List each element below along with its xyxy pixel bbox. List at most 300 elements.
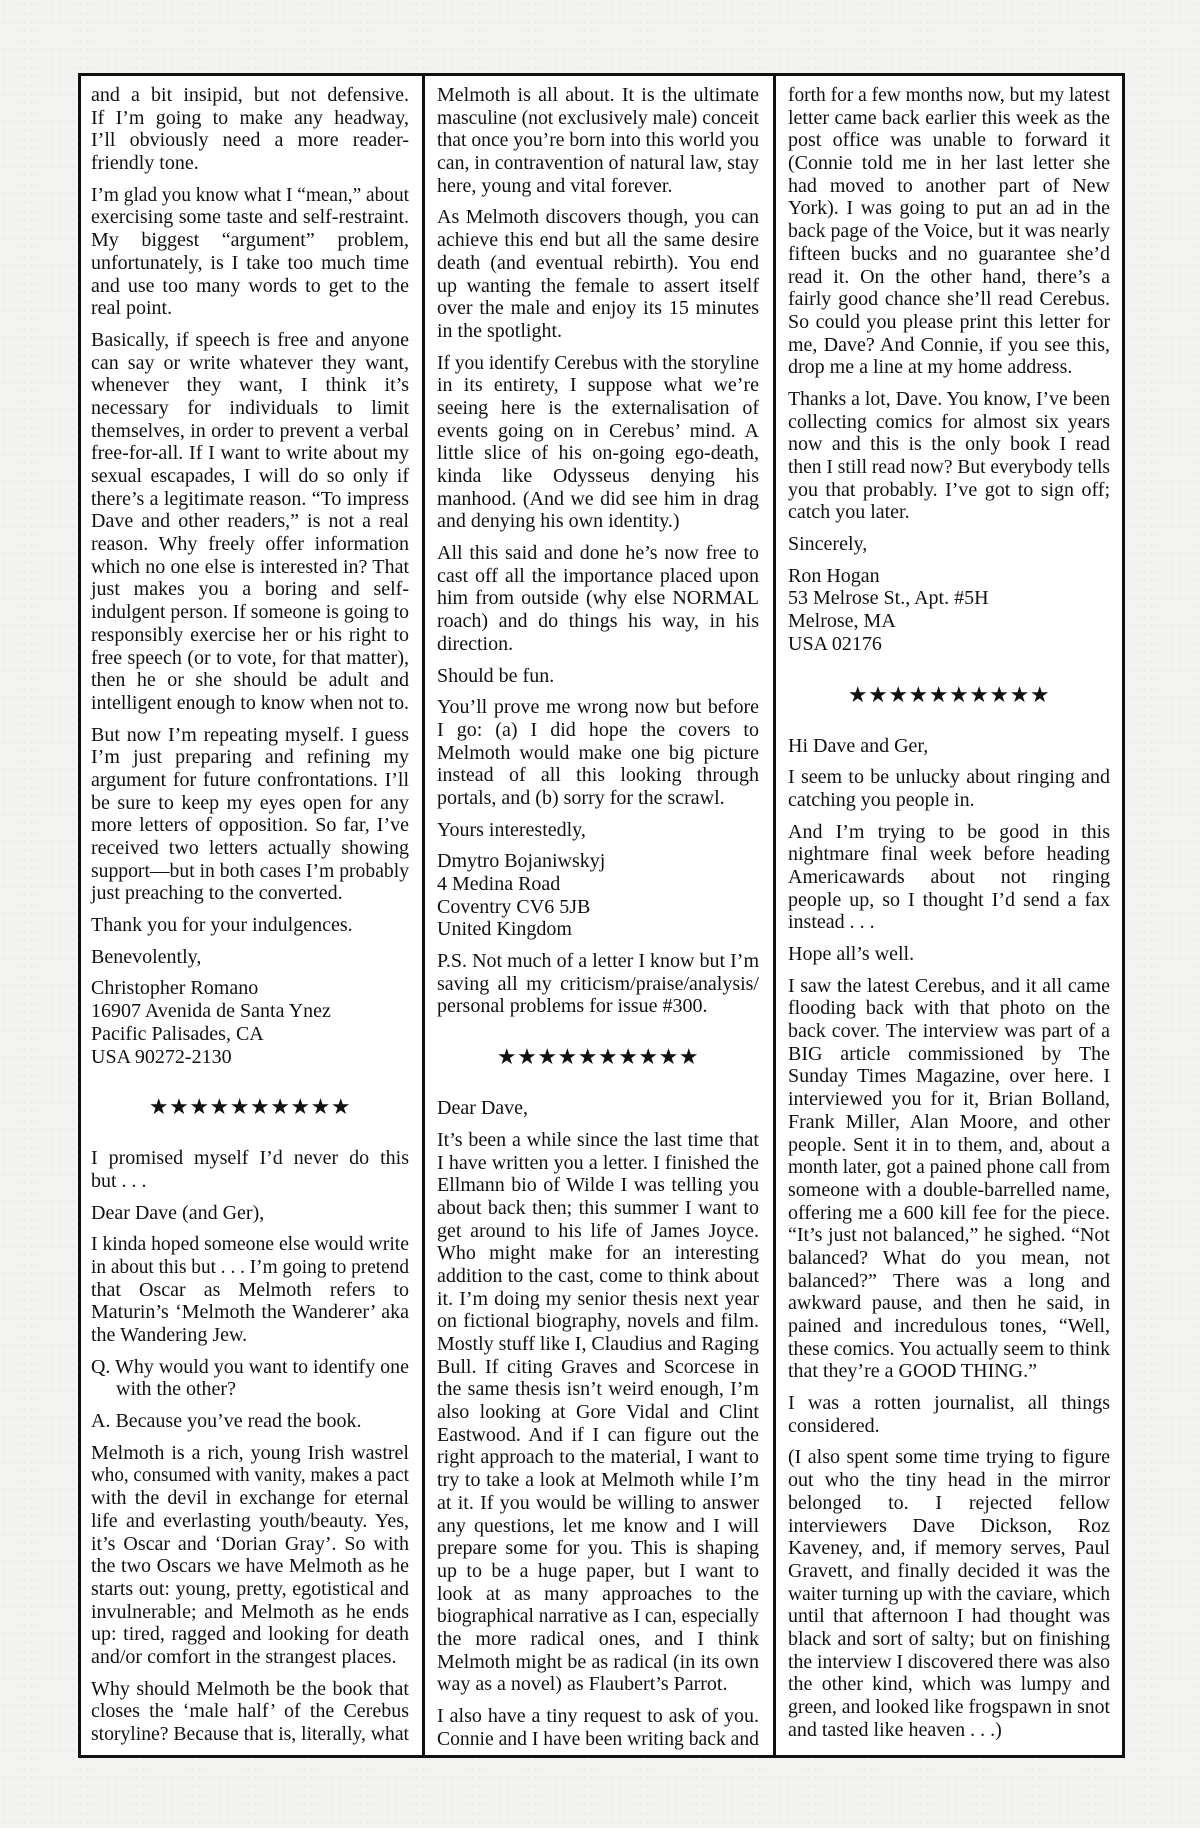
paragraph: [437, 1097, 759, 1120]
text-line: [91, 1678, 409, 1701]
text-line: [91, 1147, 409, 1170]
text-line: [437, 850, 759, 873]
star-separator: ★★★★★★★★★★: [847, 682, 1051, 708]
text-line: [788, 889, 1110, 912]
text-line: [437, 84, 759, 107]
text-line-content: portals, and (b) sorry for the scrawl.: [437, 786, 725, 809]
text-line: [437, 995, 759, 1018]
text-line: [437, 1220, 759, 1243]
text-line-content: the interview I discovered there was also: [788, 1650, 1111, 1673]
text-line: [91, 1410, 409, 1433]
text-line: [91, 374, 409, 397]
text-line-content: which no one else is interested in? That: [91, 555, 409, 578]
text-line: [437, 1492, 759, 1515]
text-line: [91, 1279, 409, 1302]
text-line: [437, 1560, 759, 1583]
text-line: [91, 397, 409, 420]
text-line-content: friendly tone.: [91, 152, 199, 175]
paragraph: [91, 724, 409, 906]
text-line: [437, 152, 759, 175]
text-line: [788, 565, 1110, 588]
text-line: [91, 946, 409, 969]
text-line: [91, 837, 409, 860]
text-line-content: just preaching to the converted.: [91, 882, 343, 905]
text-line: [91, 601, 409, 624]
text-line: [91, 1487, 409, 1510]
text-line-content: manhood. (And we did see him in drag: [437, 487, 759, 510]
text-line-content: kinda like Odysseus denying his: [437, 465, 759, 487]
text-line: [788, 1360, 1110, 1383]
text-line-content: Melmoth might be as radical (in its own: [437, 1650, 759, 1673]
text-line: [437, 565, 759, 588]
text-line: [437, 252, 759, 275]
text-line-content: Mostly stuff like I, Claudius and Raging: [437, 1333, 759, 1355]
text-line-content: Ron Hogan: [788, 564, 880, 587]
text-line: [91, 746, 409, 769]
text-line: [788, 107, 1110, 130]
text-line-content: Melrose, MA: [788, 610, 896, 633]
text-line: [437, 1424, 759, 1447]
paragraph: [437, 950, 759, 1018]
text-line: [788, 1179, 1110, 1202]
text-line: [437, 1242, 759, 1265]
text-line: [437, 397, 759, 420]
text-line-content: storyline? Because that is, literally, what: [91, 1723, 410, 1745]
text-line: [91, 84, 409, 107]
text-line-content: look at as many approaches to the: [437, 1582, 759, 1605]
paragraph: [788, 533, 1110, 556]
text-line: [788, 456, 1110, 479]
paragraph: [91, 329, 409, 715]
text-line: [788, 1719, 1110, 1742]
text-line: [437, 633, 759, 656]
text-line-content: personal problems for issue #300.: [437, 995, 708, 1018]
text-line-content: Connie and I have been writing back and: [437, 1727, 759, 1750]
text-line-content: him from outside (why else NORMAL: [437, 587, 759, 610]
text-line: [437, 819, 759, 842]
signature-block: [788, 565, 1110, 656]
text-line-content: that they’re a GOOD THING.”: [788, 1360, 1037, 1383]
text-line-content: these comics. You actually seem to think: [788, 1337, 1110, 1360]
text-line-content: BIG article commissioned by The: [788, 1042, 1110, 1065]
text-line: [91, 1170, 409, 1193]
text-line: [437, 1129, 759, 1152]
text-line-content: offering me a 600 kill fee for the piece.: [788, 1201, 1110, 1224]
text-line-content: back page of the Voice, but it was nearly: [788, 220, 1110, 243]
text-line-content: free speech (or to vote, for that matter),: [91, 646, 409, 669]
text-line-content: fifteen bucks and no guarantee she’d: [788, 242, 1110, 265]
text-line-content: there’s a legitimate reason. “To impress: [91, 487, 409, 510]
text-line: [788, 975, 1110, 998]
text-line: [437, 918, 759, 941]
text-line: [91, 184, 409, 207]
text-line-content: instead of all this looking through: [437, 764, 759, 787]
text-line: [437, 1401, 759, 1424]
text-line: [437, 107, 759, 130]
text-line-content: and denying his own identity.): [437, 510, 680, 533]
text-line-content: Dmytro Bojaniwskyj: [437, 850, 606, 873]
paragraph: [788, 821, 1110, 934]
text-line-content: received two letters actually showing: [91, 837, 409, 859]
text-line-content: Bull. If citing Graves and Scorcese in: [437, 1355, 759, 1378]
text-line-content: I go: (a) I did hope the covers to: [437, 718, 759, 741]
text-line: [788, 1673, 1110, 1696]
text-line-content: in the spotlight.: [437, 319, 562, 342]
text-line: [91, 420, 409, 443]
text-line-content: nightmare final week before heading: [788, 843, 1110, 866]
text-line-content: with the devil in exchange for eternal: [91, 1487, 409, 1510]
text-line: [91, 1510, 409, 1533]
paragraph: [437, 1705, 759, 1750]
text-line: [437, 297, 759, 320]
text-line: [437, 206, 759, 229]
text-line-content: then I still read now? But everybody tells: [788, 456, 1110, 478]
text-line: [437, 1265, 759, 1288]
text-line-content: month later, got a pained phone call from: [788, 1156, 1110, 1179]
text-line: [788, 433, 1110, 456]
text-line-content: prepare some for you. This is shaping: [437, 1537, 759, 1560]
text-line-content: Kaveney, and, if memory serves, Paul: [788, 1537, 1110, 1560]
text-line-content: Dave and other readers,” is not a real: [91, 510, 409, 533]
text-line-content: Basically, if speech is free and anyone: [91, 328, 409, 351]
text-line-content: just makes you a boring and self-: [91, 578, 409, 601]
text-line-content: indulgent person. If someone is going to: [91, 601, 409, 624]
text-line: [437, 465, 759, 488]
text-line: [91, 488, 409, 511]
text-line-content: and use too many words to get to the: [91, 274, 409, 297]
text-line-content: closes the ‘male half’ of the Cerebus: [91, 1700, 409, 1723]
text-line: [788, 243, 1110, 266]
text-line-content: Americawards about not ringing: [788, 865, 1110, 888]
text-line: [788, 1338, 1110, 1361]
text-line: [437, 1537, 759, 1560]
text-line-content: Pacific Palisades, CA: [91, 1022, 264, 1045]
text-line-content: it. I’m doing my senior thesis next year: [437, 1287, 759, 1310]
text-line-content: about back then; this summer I want to: [437, 1196, 759, 1219]
text-line: [437, 1515, 759, 1538]
paragraph: [437, 206, 759, 342]
text-line: [91, 1533, 409, 1556]
paragraph: [91, 84, 409, 175]
text-line: [788, 311, 1110, 334]
text-line-content: “It’s just not balanced,” he sighed. “Not: [788, 1224, 1110, 1247]
text-line-content: As Melmoth discovers though, you can: [437, 206, 759, 229]
text-line: [788, 1111, 1110, 1134]
text-line: [91, 1378, 409, 1401]
text-line: [788, 1247, 1110, 1270]
text-line-content: out who the tiny head in the mirror: [788, 1469, 1110, 1492]
paragraph: [91, 1678, 409, 1746]
text-line-content: Melmoth is a rich, young Irish wastrel: [91, 1441, 409, 1464]
paragraph: [788, 735, 1110, 758]
text-line: [91, 1623, 409, 1646]
text-line-content: belonged to. I rejected fellow: [788, 1491, 1110, 1514]
paragraph: [437, 696, 759, 809]
text-line: [788, 1469, 1110, 1492]
text-line-content: If you identify Cerebus with the storyline: [437, 351, 760, 374]
text-line-content: I also have a tiny request to ask of you.: [437, 1705, 759, 1727]
text-line: [788, 587, 1110, 610]
paragraph: [788, 975, 1110, 1383]
text-line-content: cast off all the importance placed upon: [437, 564, 759, 587]
text-line: [788, 1560, 1110, 1583]
text-line-content: death (and eventual rebirth). You end: [437, 251, 759, 274]
text-line-content: responsibly exercise her or his right to: [91, 623, 409, 646]
text-line-content: addition to the cast, come to think about: [437, 1264, 759, 1287]
paragraph: [788, 943, 1110, 966]
text-line-content: themselves, in order to prevent a verbal: [91, 419, 409, 442]
text-line: [437, 542, 759, 565]
text-line: [437, 1356, 759, 1379]
text-line: [91, 1256, 409, 1279]
text-line: [91, 814, 409, 837]
text-line: [91, 1723, 409, 1746]
text-line: [91, 1578, 409, 1601]
text-line: [91, 510, 409, 533]
text-line-content: in its entirety, I suppose what we’re: [437, 374, 759, 397]
text-line: [437, 229, 759, 252]
text-line-content: necessary for individuals to limit: [91, 396, 409, 419]
text-line-content: instead . . .: [788, 911, 875, 934]
paragraph: [91, 1442, 409, 1669]
text-line-content: also looking at Gore Vidal and Clint: [437, 1401, 759, 1424]
text-line: [91, 669, 409, 692]
text-line-content: back cover. The interview was part of a: [788, 1020, 1110, 1043]
text-line: [437, 665, 759, 688]
text-line: [91, 465, 409, 488]
text-line: [788, 266, 1110, 289]
text-line: [788, 411, 1110, 434]
text-line: [788, 356, 1110, 379]
text-line: [437, 1469, 759, 1492]
paragraph: [437, 665, 759, 688]
text-line-content: me, Dave? And Connie, if you see this,: [788, 333, 1110, 356]
text-line: [788, 1202, 1110, 1225]
text-line: [437, 1097, 759, 1120]
text-line-content: someone with a double-barrelled name,: [788, 1178, 1110, 1201]
text-line-content: people. Sent it in to them, and, about a: [788, 1133, 1110, 1156]
text-line-content: that once you’re born into this world you: [437, 129, 760, 152]
text-line: [91, 977, 409, 1000]
text-line: [437, 1333, 759, 1356]
text-line: [437, 352, 759, 375]
text-line: [437, 1174, 759, 1197]
text-line: [788, 1134, 1110, 1157]
text-line: [91, 252, 409, 275]
text-line-content: P.S. Not much of a letter I know but I’m: [437, 950, 759, 973]
text-line: [788, 1020, 1110, 1043]
text-line-content: the two Oscars we have Melmoth as he: [91, 1555, 409, 1578]
text-line: [788, 388, 1110, 411]
text-line: [788, 821, 1110, 844]
text-line-content: York). I was going to put an ad in the: [788, 197, 1110, 220]
text-line: [437, 1378, 759, 1401]
text-line-content: the same thesis isn’t weird enough, I’m: [437, 1378, 759, 1401]
text-line: [91, 1356, 409, 1379]
paragraph: [788, 1446, 1110, 1741]
text-line: [788, 866, 1110, 889]
paragraph: [437, 352, 759, 534]
text-line: [91, 1324, 409, 1347]
text-line: [91, 1442, 409, 1465]
text-line-content: masculine (not exclusively male) conceit: [437, 106, 759, 129]
text-line-content: real point.: [91, 297, 173, 320]
text-line-content: and/or comfort in the strangest places.: [91, 1645, 397, 1668]
text-line-content: now and this is the only book I read: [788, 433, 1110, 456]
text-line-content: If I’m going to make any headway,: [91, 106, 409, 129]
text-line-content: starts out: young, pretty, egotistical and: [91, 1577, 409, 1600]
text-line: [437, 442, 759, 465]
column-2: [437, 84, 759, 1750]
text-line: [437, 1583, 759, 1606]
text-line: [788, 1515, 1110, 1538]
text-line-content: Sincerely,: [788, 533, 868, 556]
text-line: [91, 1233, 409, 1256]
text-line: [91, 1000, 409, 1023]
text-line-content: balanced? What do you mean, not: [788, 1246, 1110, 1269]
text-line-content: It’s been a while since the last time that: [437, 1128, 759, 1151]
star-separator: ★★★★★★★★★★: [496, 1045, 700, 1071]
text-line-content: at it. If you would be willing to answer: [437, 1491, 759, 1514]
text-line: [91, 442, 409, 465]
text-line-content: in about this but . . . I’m going to pretend: [91, 1255, 410, 1278]
text-line-content: But now I’m repeating myself. I guess: [91, 723, 409, 746]
text-line-content: black and sort of salty; but on finishing: [788, 1627, 1110, 1650]
text-line-content: up wanting the female to assert itself: [437, 274, 759, 297]
text-line: [437, 320, 759, 343]
text-line: [437, 587, 759, 610]
text-line-content: up to be a huge paper, but I want to: [437, 1559, 759, 1582]
text-line: [788, 1043, 1110, 1066]
text-line: [788, 911, 1110, 934]
text-line: [91, 556, 409, 579]
text-line-content: Christopher Romano: [91, 977, 259, 1000]
text-line: [91, 882, 409, 905]
text-line-content: had moved to another part of New: [788, 174, 1110, 197]
text-line-content: life and everlasting youth/beauty. Yes,: [91, 1509, 409, 1532]
text-line-content: over the male and enjoy its 15 minutes: [437, 297, 759, 320]
text-line: [437, 1651, 759, 1674]
text-line: [437, 1628, 759, 1651]
text-line: [788, 1696, 1110, 1719]
text-line: [91, 129, 409, 152]
text-line: [91, 352, 409, 375]
text-line-content: Frank Miller, Alan Moore, and other: [788, 1110, 1110, 1133]
text-line: [91, 1555, 409, 1578]
text-line-content: (I also spent some time trying to figure: [788, 1446, 1110, 1469]
text-line: [437, 1152, 759, 1175]
text-line: [788, 1315, 1110, 1338]
text-line: [91, 229, 409, 252]
text-line: [788, 1065, 1110, 1088]
paragraph: [788, 84, 1110, 379]
text-line: [437, 1446, 759, 1469]
text-line: [437, 1728, 759, 1751]
text-line-content: post office was unable to forward it: [788, 129, 1110, 152]
text-line: [437, 1673, 759, 1696]
text-line: [788, 501, 1110, 524]
text-line-content: argument for future confrontations. I’ll: [91, 768, 409, 791]
text-line: [788, 1446, 1110, 1469]
text-line-content: Benevolently,: [91, 945, 202, 968]
text-line: [788, 1415, 1110, 1438]
text-line-content: My biggest “argument” problem,: [91, 229, 409, 252]
text-line: [437, 896, 759, 919]
text-line-content: can say or write whatever they want,: [91, 351, 409, 374]
text-line-content: 4 Medina Road: [437, 873, 561, 895]
text-line-content: Should be fun.: [437, 664, 555, 687]
text-line: [437, 1288, 759, 1311]
text-line: [437, 973, 759, 996]
text-line-content: and a bit insipid, but not defensive.: [91, 84, 409, 106]
text-line-content: support—but in both cases I’m probably: [91, 859, 410, 882]
text-line-content: letter came back earlier this week as the: [788, 106, 1110, 129]
text-line: [437, 129, 759, 152]
text-line: [788, 1088, 1110, 1111]
text-line: [437, 275, 759, 298]
text-line: [91, 1464, 409, 1487]
text-line: [788, 843, 1110, 866]
text-line-content: people up, so I thought I’d send a fax: [788, 888, 1110, 911]
text-line: [788, 610, 1110, 633]
text-line: [91, 275, 409, 298]
paragraph: [788, 1392, 1110, 1437]
text-line-content: then he or she should be adult and: [91, 669, 409, 692]
text-line-content: Ellmann bio of Wilde I was telling you: [437, 1174, 759, 1197]
text-line-content: Hope all’s well.: [788, 943, 915, 965]
text-line: [437, 175, 759, 198]
text-line-content: catching you people in.: [788, 788, 975, 811]
text-line: [91, 724, 409, 747]
text-line-content: awkward pause, and then he said, in: [788, 1292, 1110, 1315]
paragraph: [91, 1147, 409, 1192]
text-line-content: with the other?: [116, 1378, 236, 1401]
text-line-content: biographical narrative as I can, especially: [437, 1605, 760, 1628]
text-line-content: Melmoth would make one big picture: [437, 741, 759, 764]
text-line-content: forth for a few months now, but my latest: [788, 84, 1111, 106]
text-line-content: waiter turning up with the caviare, which: [788, 1582, 1110, 1605]
text-line: [788, 1651, 1110, 1674]
signature-block: [437, 850, 759, 941]
text-line-content: that Oscar as Melmoth refers to: [91, 1278, 409, 1301]
text-line-content: drop me a line at my home address.: [788, 356, 1073, 379]
text-line-content: invulnerable; and Melmoth as he ends: [91, 1600, 409, 1623]
text-line: [788, 1224, 1110, 1247]
column-divider: [773, 76, 776, 1755]
text-line-content: events going on in Cerebus’ mind. A: [437, 419, 759, 442]
column-divider: [422, 76, 425, 1755]
text-line-content: fairly good chance she’ll read Cerebus.: [788, 288, 1110, 311]
text-line: [91, 1023, 409, 1046]
paragraph: [91, 1233, 409, 1346]
text-line-content: green, and looked like frogspawn in snot: [788, 1696, 1111, 1718]
text-line: [437, 764, 759, 787]
text-line-content: the more radical ones, and I think: [437, 1627, 759, 1650]
text-line: [437, 787, 759, 810]
text-line-content: Q. Why would you want to identify one: [91, 1355, 410, 1378]
text-line-content: I promised myself I’d never do this: [91, 1147, 409, 1170]
text-line-content: I’m just preparing and refining my: [91, 746, 409, 769]
text-line: [91, 792, 409, 815]
text-line-content: be sure to keep my eyes open for any: [91, 791, 409, 814]
text-line-content: You’ll prove me wrong now but before: [437, 696, 759, 719]
text-line-content: I saw the latest Cerebus, and it all came: [788, 974, 1110, 997]
paragraph: [91, 184, 409, 320]
text-line: [91, 1301, 409, 1324]
text-line-content: who, consumed with vanity, makes a pact: [91, 1464, 409, 1487]
text-line-content: the Wandering Jew.: [91, 1324, 248, 1346]
text-line-content: Thank you for your indulgences.: [91, 914, 353, 937]
